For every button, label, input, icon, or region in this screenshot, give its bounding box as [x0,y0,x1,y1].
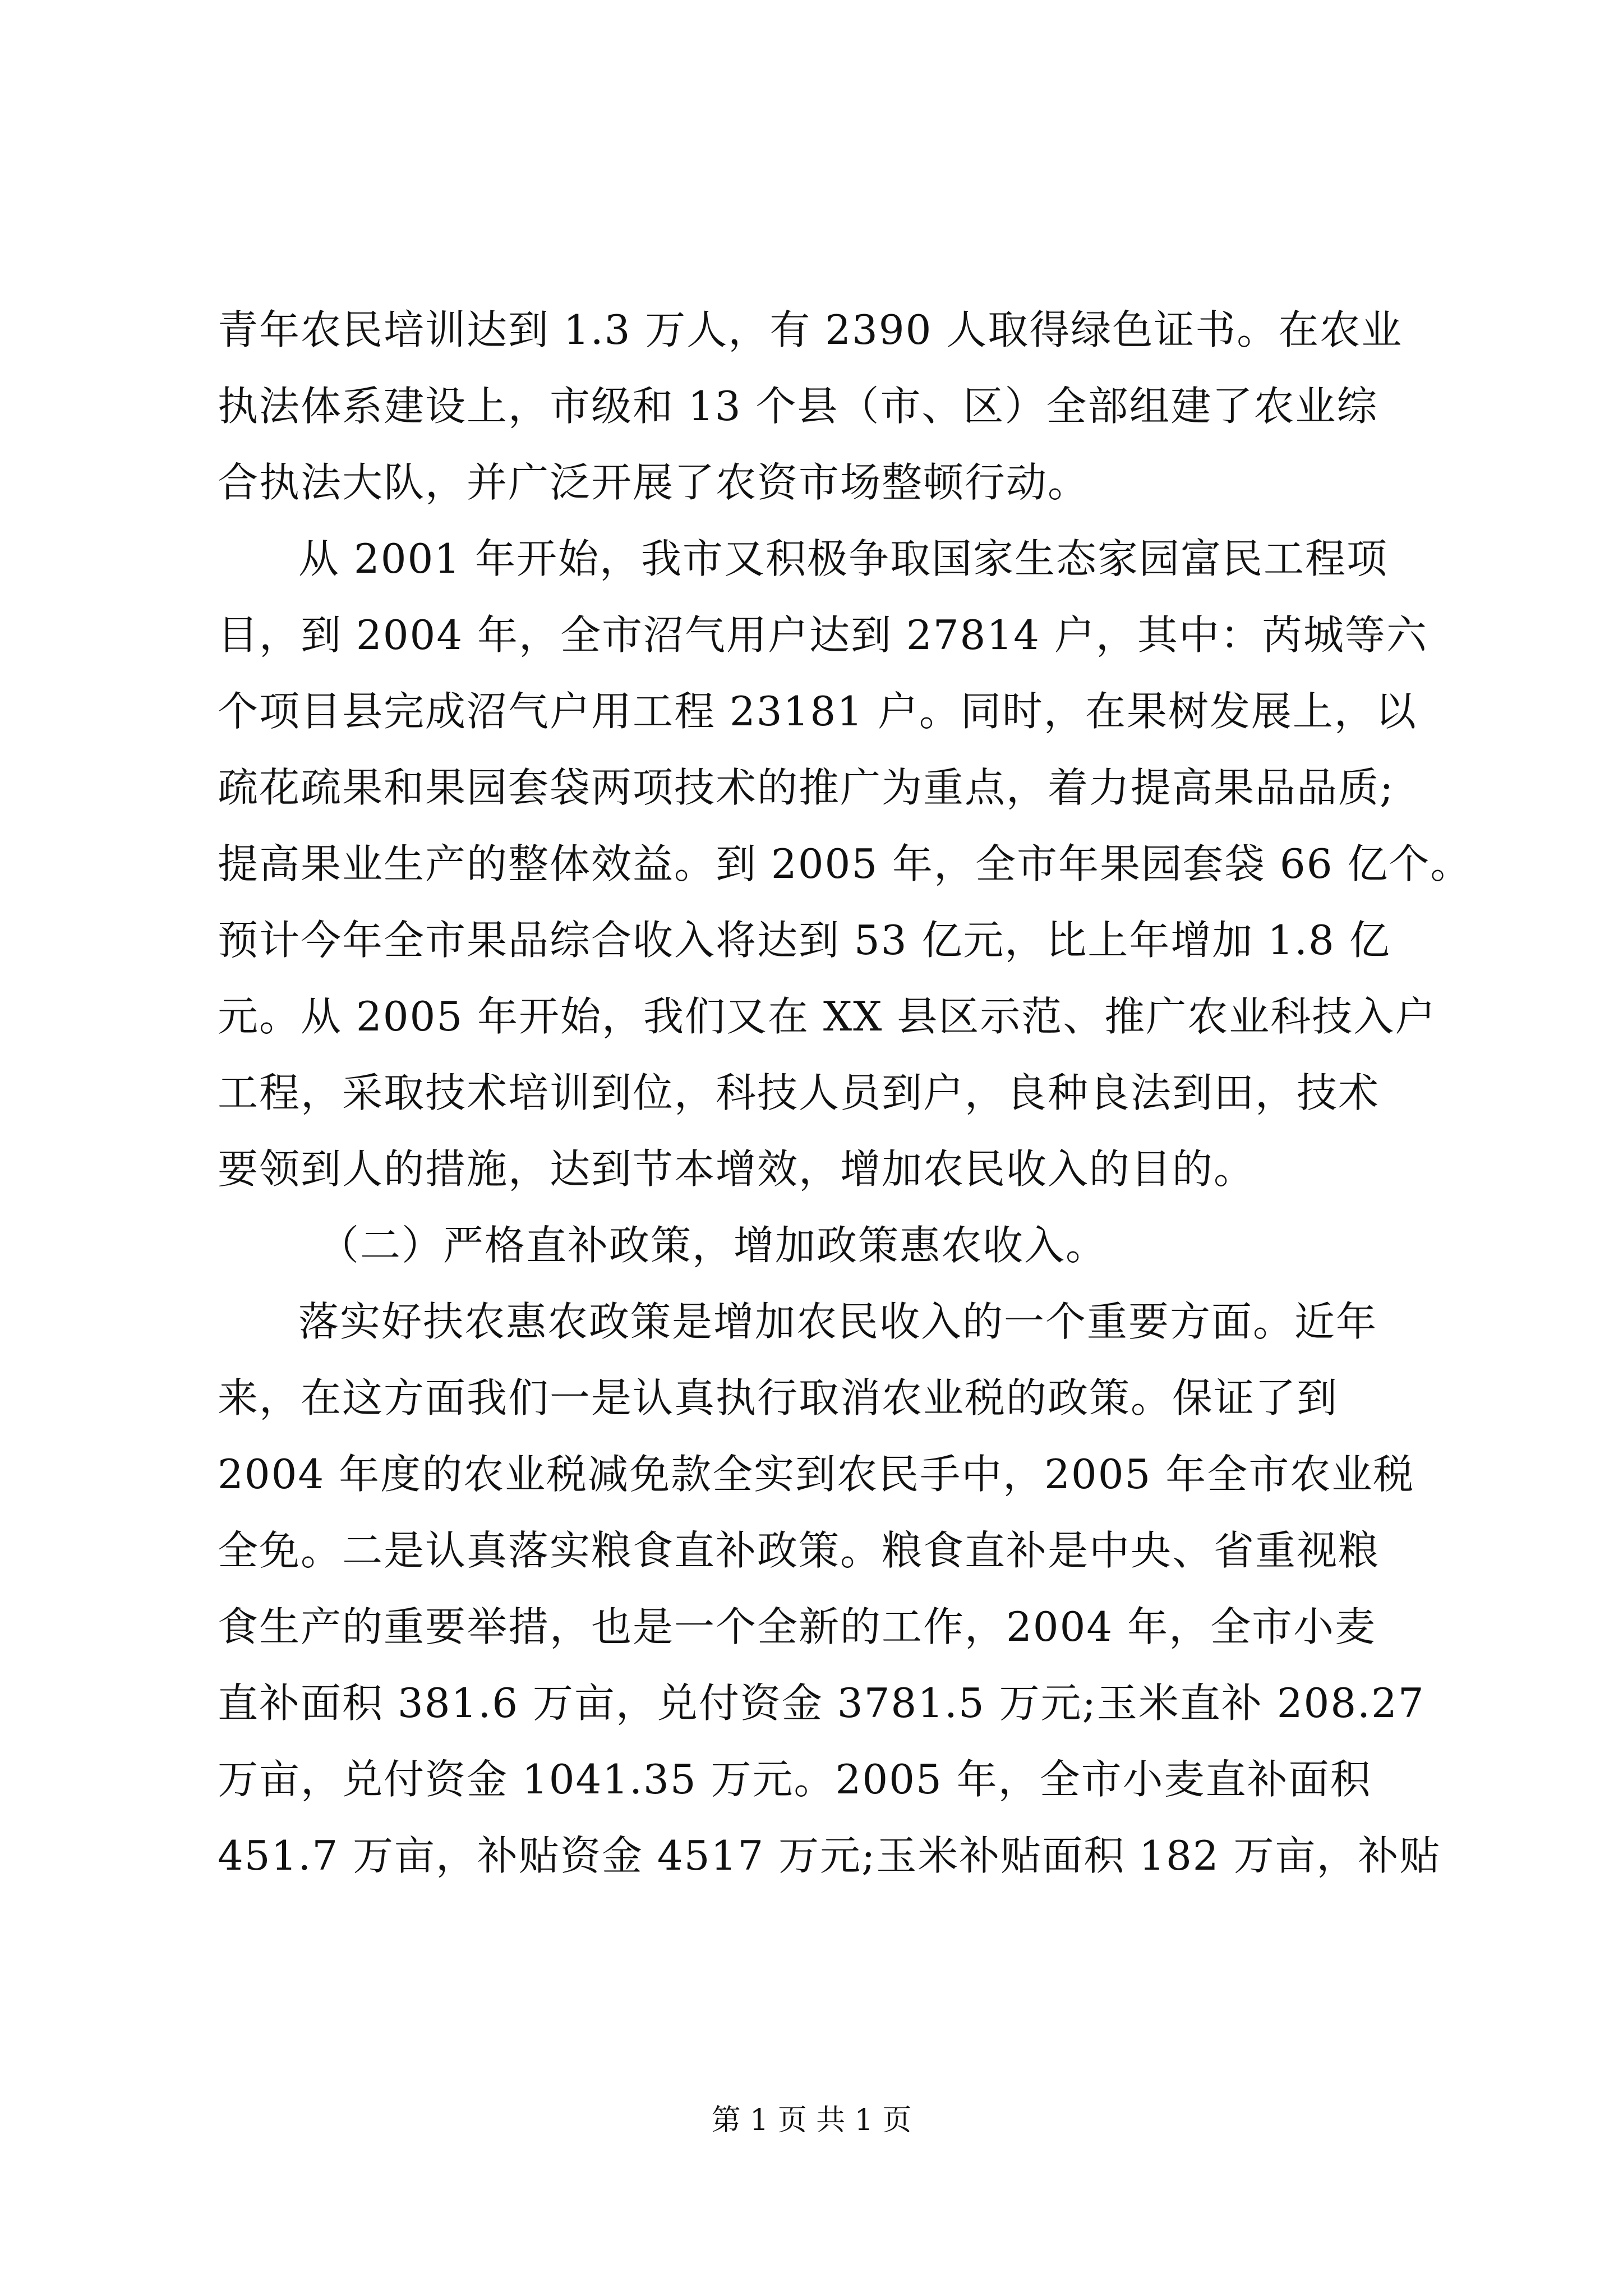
text-line: 来，在这方面我们一是认真执行取消农业税的政策。保证了到 [218,1374,1339,1421]
paragraph-first-line: 落实好扶农惠农政策是增加农民收入的一个重要方面。近年 [298,1298,1378,1345]
text-line: 目，到 2004 年，全市沼气用户达到 27814 户，其中：芮城等六 [218,611,1428,659]
text-line: 疏花疏果和果园套袋两项技术的推广为重点，着力提高果品品质; [218,764,1395,811]
text-line: 要领到人的措施，达到节本增效，增加农民收入的目的。 [218,1145,1256,1193]
text-line: 青年农民培训达到 1.3 万人，有 2390 人取得绿色证书。在农业 [218,306,1403,353]
paragraph-first-line: 从 2001 年开始，我市又积极争取国家生态家园富民工程项 [298,535,1389,582]
section-heading: （二）严格直补政策，增加政策惠农收入。 [319,1222,1108,1269]
text-line: 食生产的重要举措，也是一个全新的工作，2004 年，全市小麦 [218,1603,1377,1650]
text-line: 451.7 万亩，补贴资金 4517 万元;玉米补贴面积 182 万亩，补贴 [218,1832,1441,1879]
text-line: 预计今年全市果品综合收入将达到 53 亿元，比上年增加 1.8 亿 [218,917,1391,964]
text-line: 个项目县完成沼气户用工程 23181 户。同时，在果树发展上，以 [218,688,1417,735]
text-line: 合执法大队，并广泛开展了农资市场整顿行动。 [218,459,1090,506]
text-line: 工程，采取技术培训到位，科技人员到户，良种良法到田，技术 [218,1069,1380,1116]
page-number-footer: 第 1 页 共 1 页 [711,2104,912,2137]
text-line: 执法体系建设上，市级和 13 个县（市、区）全部组建了农业综 [218,383,1378,430]
text-line: 2004 年度的农业税减免款全实到农民手中，2005 年全市农业税 [218,1451,1415,1498]
text-line: 提高果业生产的整体效益。到 2005 年，全市年果园套袋 66 亿个。 [218,840,1472,887]
text-line: 元。从 2005 年开始，我们又在 XX 县区示范、推广农业科技入户 [218,993,1437,1040]
text-line: 万亩，兑付资金 1041.35 万元。2005 年，全市小麦直补面积 [218,1756,1372,1803]
text-line: 全免。二是认真落实粮食直补政策。粮食直补是中央、省重视粮 [218,1527,1380,1574]
text-line: 直补面积 381.6 万亩，兑付资金 3781.5 万元;玉米直补 208.27 [218,1680,1425,1727]
document-body [218,292,1472,1894]
